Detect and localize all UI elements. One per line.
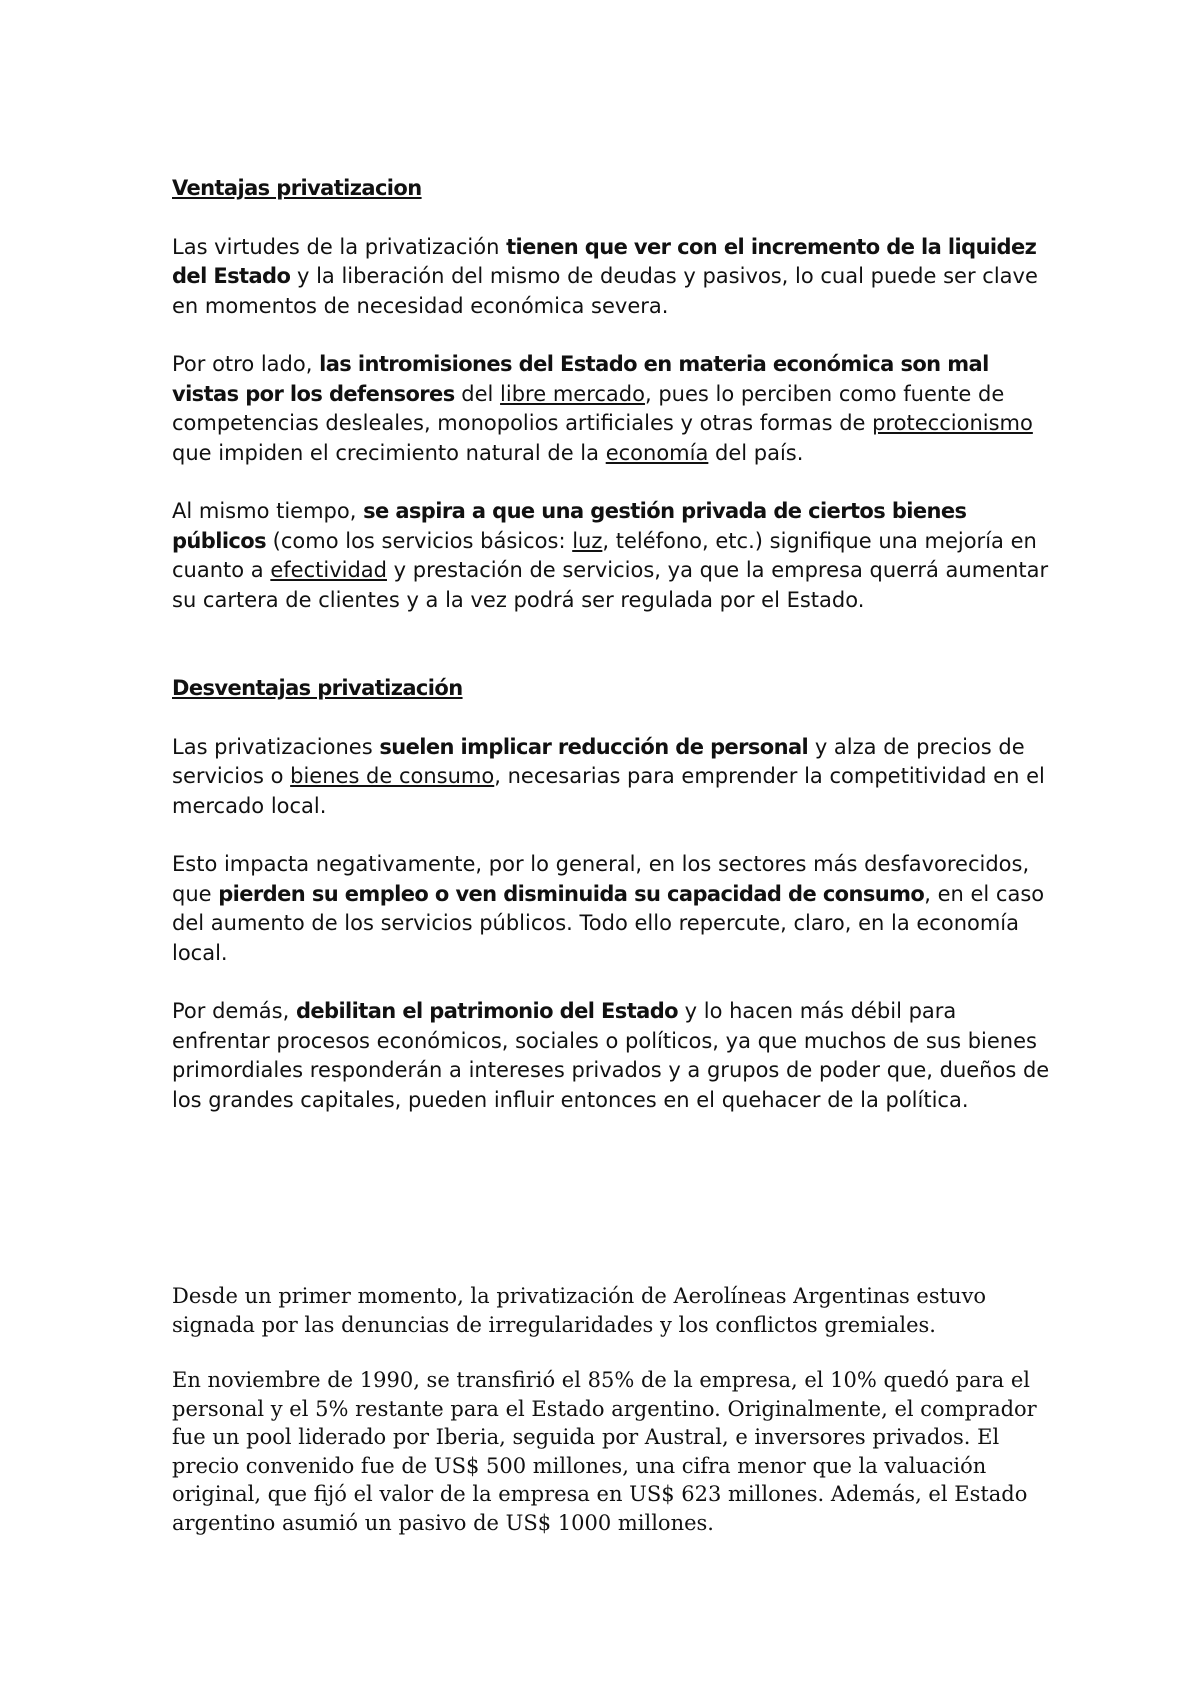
ventajas-section xyxy=(172,174,1052,644)
text-run: Por demás, xyxy=(172,999,296,1023)
text-run: del país. xyxy=(708,440,804,465)
aerolineas-paragraph-2: En noviembre de 1990, se transfirió el 85% de la empresa, el 10% quedó para el personal y el 5% restante para el Estado argentino. Originalmente, el comprador fue un pool liderado por Iberia, seguida por Austral, e inversores privados. El precio convenido fue de US$ 500 millones, una cifra menor que la valuación original, que fijó el valor de la empresa en US$ 623 millones. Además, el Estado argentino asumió un pasivo de US$ 1000 millones. xyxy=(172,1368,1037,1535)
desventajas-section xyxy=(172,674,1052,1144)
bold-phrase: pierden su empleo o ven disminuida su capacidad de consumo xyxy=(218,881,925,906)
text-run: y prestación de servicios, ya que la empresa querrá aumentar su cartera de clientes y a la vez podrá ser regulada por el Estado. xyxy=(172,558,1049,612)
text-run: Por otro lado, xyxy=(172,352,320,376)
text-run: y alza de precios de servicios o xyxy=(172,734,1025,788)
text-run: , en el caso del aumento de los servicios públicos. Todo ello repercute, claro, en la economía local. xyxy=(172,881,1045,965)
desventajas-heading: Desventajas privatización xyxy=(172,676,463,700)
underlined-term: libre mercado xyxy=(500,381,645,406)
text-run: Al mismo tiempo, xyxy=(172,499,364,523)
text-run: y lo hacen más débil para enfrentar procesos económicos, sociales o políticos, ya que muchos de sus bienes primordiales responderán a intereses privados y a grupos de poder que, dueños de los grandes capitales, pueden influir entonces en el quehacer de la política. xyxy=(172,999,1050,1112)
text-run: Esto impacta negativamente, por lo general, en los sectores más desfavorecidos, que xyxy=(172,852,1030,906)
text-run: Las virtudes de la privatización xyxy=(172,234,507,259)
bold-phrase: se aspira a que una gestión privada de ciertos bienes públicos xyxy=(172,499,967,553)
ventajas-heading: Ventajas privatizacion xyxy=(172,176,422,200)
ventajas-paragraph-3 xyxy=(172,497,1052,615)
underlined-term: luz xyxy=(572,528,603,553)
text-run: , necesarias para emprender la competitividad en el mercado local. xyxy=(172,764,1045,818)
bold-phrase: debilitan el patrimonio del Estado xyxy=(295,999,678,1023)
ventajas-paragraph-1 xyxy=(172,233,1052,322)
bold-phrase: suelen implicar reducción de personal xyxy=(379,734,809,759)
text-run: del xyxy=(454,381,501,406)
text-run: , pues lo perciben como fuente de competencias desleales, monopolios artificiales y otras formas de xyxy=(172,381,1005,435)
aerolineas-section xyxy=(172,1282,1052,1564)
underlined-term: efectividad xyxy=(270,558,387,582)
text-run: que impiden el crecimiento natural de la xyxy=(172,440,606,465)
text-run: , teléfono, etc.) signifique una mejoría en cuanto a xyxy=(172,528,1037,582)
underlined-term: proteccionismo xyxy=(872,411,1033,435)
underlined-term: bienes de consumo xyxy=(290,764,495,788)
bold-phrase: las intromisiones del Estado en materia económica son mal vistas por los defensores xyxy=(172,352,989,406)
bold-phrase: tienen que ver con el incremento de la liquidez del Estado xyxy=(172,234,1037,288)
aerolineas-paragraph-1: Desde un primer momento, la privatización de Aerolíneas Argentinas estuvo signada por las denuncias de irregularidades y los conflictos gremiales. xyxy=(172,1284,987,1337)
text-run: (como los servicios básicos: xyxy=(266,528,573,553)
desventajas-paragraph-1 xyxy=(172,733,1052,822)
desventajas-paragraph-3 xyxy=(172,997,1052,1115)
desventajas-paragraph-2 xyxy=(172,850,1052,968)
text-run: Las privatizaciones xyxy=(172,734,380,759)
underlined-term: economía xyxy=(605,440,709,465)
ventajas-paragraph-2 xyxy=(172,350,1052,468)
text-run: y la liberación del mismo de deudas y pasivos, lo cual puede ser clave en momentos de necesidad económica severa. xyxy=(172,264,1038,318)
